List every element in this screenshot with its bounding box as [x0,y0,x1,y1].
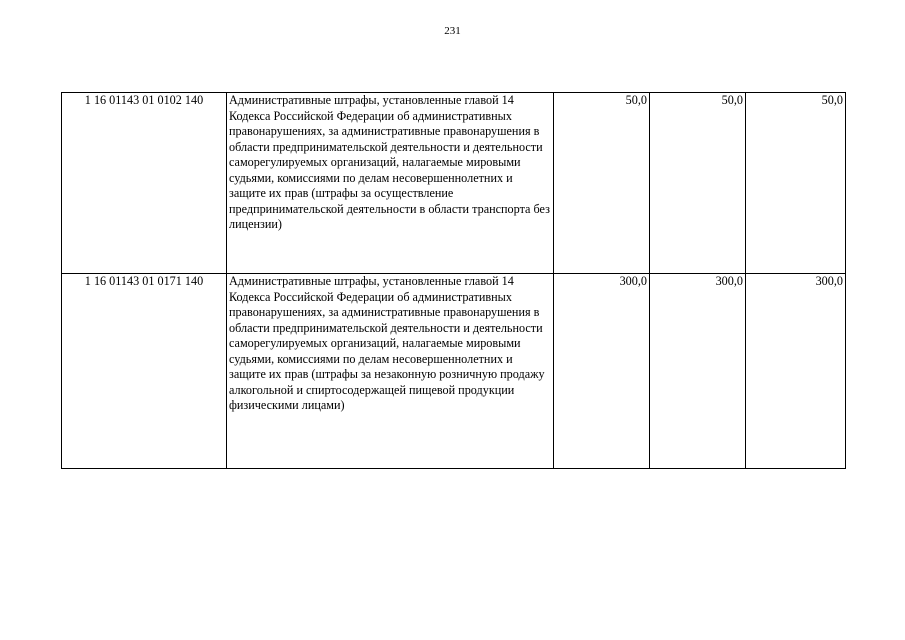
description-cell: Административные штрафы, установленные главой 14 Кодекса Российской Федерации об административных правонарушениях, за административные правонарушения в области предпринимательской деятельности и деятельности саморегулируемых организаций, налагаемые мировыми судьями, комиссиями по делам несовершеннолетних и защите их прав (штрафы за осуществление предпринимательской деятельности в области транспорта без лицензии) [227,93,554,274]
page-number: 231 [444,25,461,37]
description-cell: Административные штрафы, установленные главой 14 Кодекса Российской Федерации об административных правонарушениях, за административные правонарушения в области предпринимательской деятельности и деятельности саморегулируемых организаций, налагаемые мировыми судьями, комиссиями по делам несовершеннолетних и защите их прав (штрафы за незаконную розничную продажу алкогольной и спиртосодержащей пищевой продукции физическими лицами) [227,274,554,469]
value-cell: 50,0 [650,93,746,274]
budget-code-cell: 1 16 01143 01 0102 140 [62,93,227,274]
value-cell: 50,0 [746,93,846,274]
value-cell: 300,0 [554,274,650,469]
table-row [62,274,846,469]
value-cell: 50,0 [554,93,650,274]
value-cell: 300,0 [650,274,746,469]
table-row [62,93,846,274]
budget-table [61,92,846,469]
value-cell: 300,0 [746,274,846,469]
budget-code-cell: 1 16 01143 01 0171 140 [62,274,227,469]
